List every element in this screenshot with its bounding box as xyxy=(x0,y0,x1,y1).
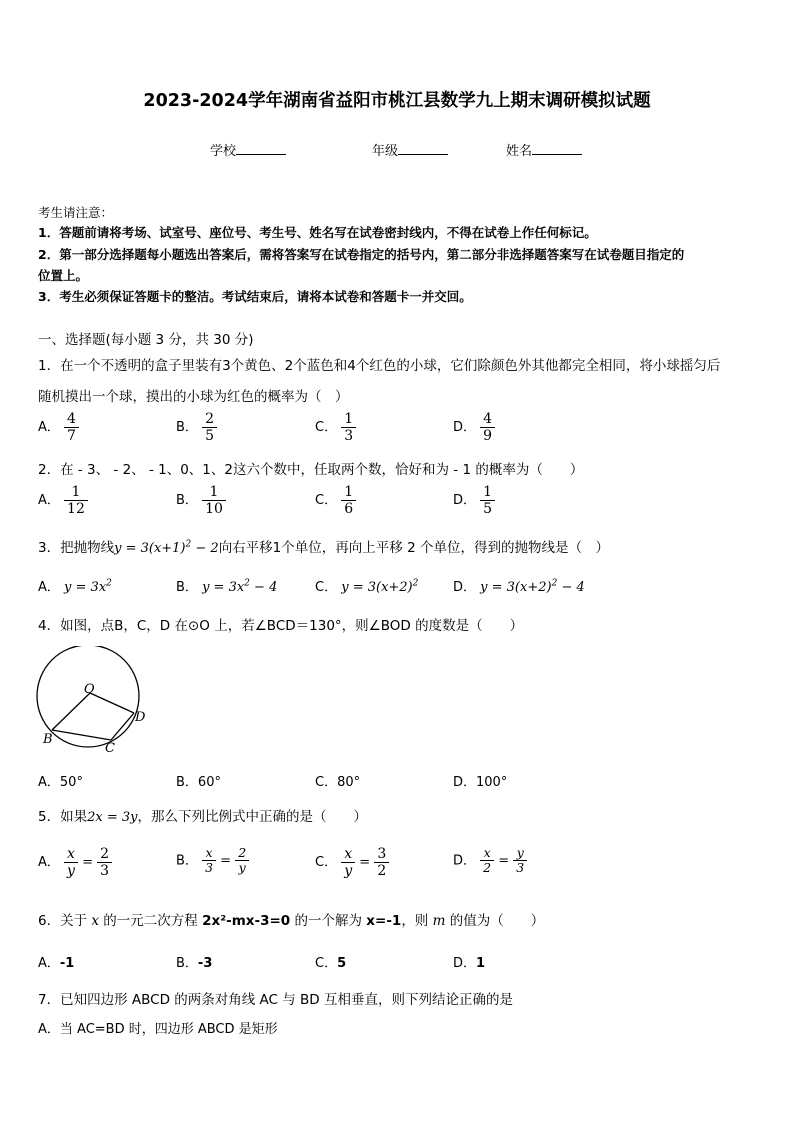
fraction: $\frac{x}{y}$ xyxy=(64,846,78,879)
note-item: 3．考生必须保证答题卡的整洁。考试结束后，请将本试卷和答题卡一并交回。 xyxy=(38,289,472,304)
question-4-text: 4．如图，点B，C，D 在⊙O 上，若∠BCD＝130°，则∠BOD 的度数是（ ） xyxy=(38,618,524,634)
fraction: $\frac{1}{12}$ xyxy=(64,484,88,517)
fraction: $\frac{x}{y}$ xyxy=(341,846,355,879)
q2-option-d[interactable]: D． $\frac{1}{5}$ xyxy=(453,484,495,517)
school-label: 学校 xyxy=(210,144,237,159)
question-6-text: 6．关于 x 的一元二次方程 2x²-mx-3=0 的一个解为 x=-1，则 m 的值为（ ） xyxy=(38,913,545,929)
q3-equation: $y = 3(x+1)^2 - 2$ xyxy=(114,539,219,556)
fraction: $\frac{4}{9}$ xyxy=(480,411,495,444)
q3-option-a[interactable]: A． $y = 3x^2$ xyxy=(38,578,112,595)
q2-option-b[interactable]: B． $\frac{1}{10}$ xyxy=(176,484,226,517)
q6-option-d[interactable]: D．1 xyxy=(453,956,486,971)
q1-option-a[interactable]: A． $\frac{4}{7}$ xyxy=(38,411,79,444)
option-expression: $y = 3(x+2)^2$ xyxy=(341,578,419,595)
circle-figure xyxy=(30,646,160,758)
q6-option-b[interactable]: B．-3 xyxy=(176,956,213,971)
fraction: $\frac{4}{7}$ xyxy=(64,411,79,444)
q6-option-a[interactable]: A．-1 xyxy=(38,956,75,971)
fraction: $\frac{2}{y}$ xyxy=(235,846,249,876)
q1-option-b[interactable]: B． $\frac{2}{5}$ xyxy=(176,411,217,444)
option-expression: $y = 3x^2 - 4$ xyxy=(202,578,278,595)
q1-option-d[interactable]: D． $\frac{4}{9}$ xyxy=(453,411,495,444)
q3-option-b[interactable]: B． $y = 3x^2 - 4$ xyxy=(176,578,278,595)
q5-option-a[interactable]: A． $\frac{x}{y}$ = $\frac{2}{3}$ xyxy=(38,846,112,879)
fraction: $\frac{x}{2}$ xyxy=(480,846,494,876)
fraction: $\frac{1}{3}$ xyxy=(341,411,356,444)
q4-option-d[interactable]: D．100° xyxy=(453,775,508,790)
q3-option-c[interactable]: C． $y = 3(x+2)^2$ xyxy=(315,578,419,595)
option-expression: $y = 3x^2$ xyxy=(64,578,112,595)
fraction: $\frac{1}{6}$ xyxy=(341,484,356,517)
q2-option-c[interactable]: C． $\frac{1}{6}$ xyxy=(315,484,356,517)
label-b: B xyxy=(43,732,53,747)
fraction: $\frac{1}{10}$ xyxy=(202,484,226,517)
q5-option-c[interactable]: C． $\frac{x}{y}$ = $\frac{3}{2}$ xyxy=(315,846,389,879)
question-1-line1: 1．在一个不透明的盒子里装有3个黄色、2个蓝色和4个红色的小球，它们除颜色外其他都完全相同，将小球摇匀后 xyxy=(38,358,721,374)
question-5-text: 5．如果2x = 3y，那么下列比例式中正确的是（ ） xyxy=(38,809,367,825)
fraction: $\frac{2}{5}$ xyxy=(202,411,217,444)
fraction: $\frac{2}{3}$ xyxy=(97,846,112,879)
notes-heading: 考生请注意： xyxy=(38,205,114,220)
q3-option-d[interactable]: D． $y = 3(x+2)^2 - 4$ xyxy=(453,578,585,595)
segment-ob xyxy=(52,693,90,730)
q5-option-d[interactable]: D． $\frac{x}{2}$ = $\frac{y}{3}$ xyxy=(453,846,527,876)
q7-option-a[interactable]: A．当 AC=BD 时，四边形 ABCD 是矩形 xyxy=(38,1022,278,1037)
name-field xyxy=(506,140,582,159)
option-expression: $y = 3(x+2)^2 - 4$ xyxy=(480,578,585,595)
page-title: 2023-2024学年湖南省益阳市桃江县数学九上期末调研模拟试题 xyxy=(143,91,651,111)
note-item: 位置上。 xyxy=(38,268,89,283)
school-field xyxy=(210,140,286,159)
school-blank xyxy=(236,142,286,155)
q4-option-a[interactable]: A．50° xyxy=(38,775,83,790)
label-o: O xyxy=(84,682,95,697)
fraction: $\frac{1}{5}$ xyxy=(480,484,495,517)
q6-option-c[interactable]: C．5 xyxy=(315,956,347,971)
q5-option-b[interactable]: B． $\frac{x}{3}$ = $\frac{2}{y}$ xyxy=(176,846,249,876)
q4-option-c[interactable]: C．80° xyxy=(315,775,361,790)
q4-option-b[interactable]: B．60° xyxy=(176,775,221,790)
question-7-text: 7．已知四边形 ABCD 的两条对角线 AC 与 BD 互相垂直，则下列结论正确的是 xyxy=(38,992,513,1008)
question-1-line2: 随机摸出一个球，摸出的小球为红色的概率为（ ） xyxy=(38,389,349,405)
name-label: 姓名 xyxy=(506,144,533,159)
q1-option-c[interactable]: C． $\frac{1}{3}$ xyxy=(315,411,356,444)
grade-blank xyxy=(398,142,448,155)
note-item: 1．答题前请将考场、试室号、座位号、考生号、姓名写在试卷密封线内，不得在试卷上作任何标记。 xyxy=(38,225,597,240)
segment-cd xyxy=(111,713,134,740)
question-2-text: 2．在 - 3、 - 2、 - 1、0、1、2这六个数中，任取两个数，恰好和为 - 1 的概率为（ ） xyxy=(38,462,584,478)
fraction: $\frac{3}{2}$ xyxy=(374,846,389,879)
label-d: D xyxy=(135,710,146,725)
q2-option-a[interactable]: A． $\frac{1}{12}$ xyxy=(38,484,88,517)
name-blank xyxy=(532,142,582,155)
question-3-text: 3．把抛物线$y = 3(x+1)^2 - 2$向右平移1个单位，再向上平移 2 个单位，得到的抛物线是（ ） xyxy=(38,539,609,556)
grade-label: 年级 xyxy=(372,144,399,159)
fraction: $\frac{y}{3}$ xyxy=(513,846,527,876)
q5-equation: 2x = 3y xyxy=(87,810,138,825)
label-c: C xyxy=(105,741,115,756)
section-heading: 一、选择题(每小题 3 分，共 30 分) xyxy=(38,332,254,348)
note-item: 2．第一部分选择题每小题选出答案后，需将答案写在试卷指定的括号内，第二部分非选择题答案写在试卷题目指定的 xyxy=(38,247,685,262)
grade-field xyxy=(372,140,448,159)
fraction: $\frac{x}{3}$ xyxy=(202,846,216,876)
segment-od xyxy=(90,693,134,713)
